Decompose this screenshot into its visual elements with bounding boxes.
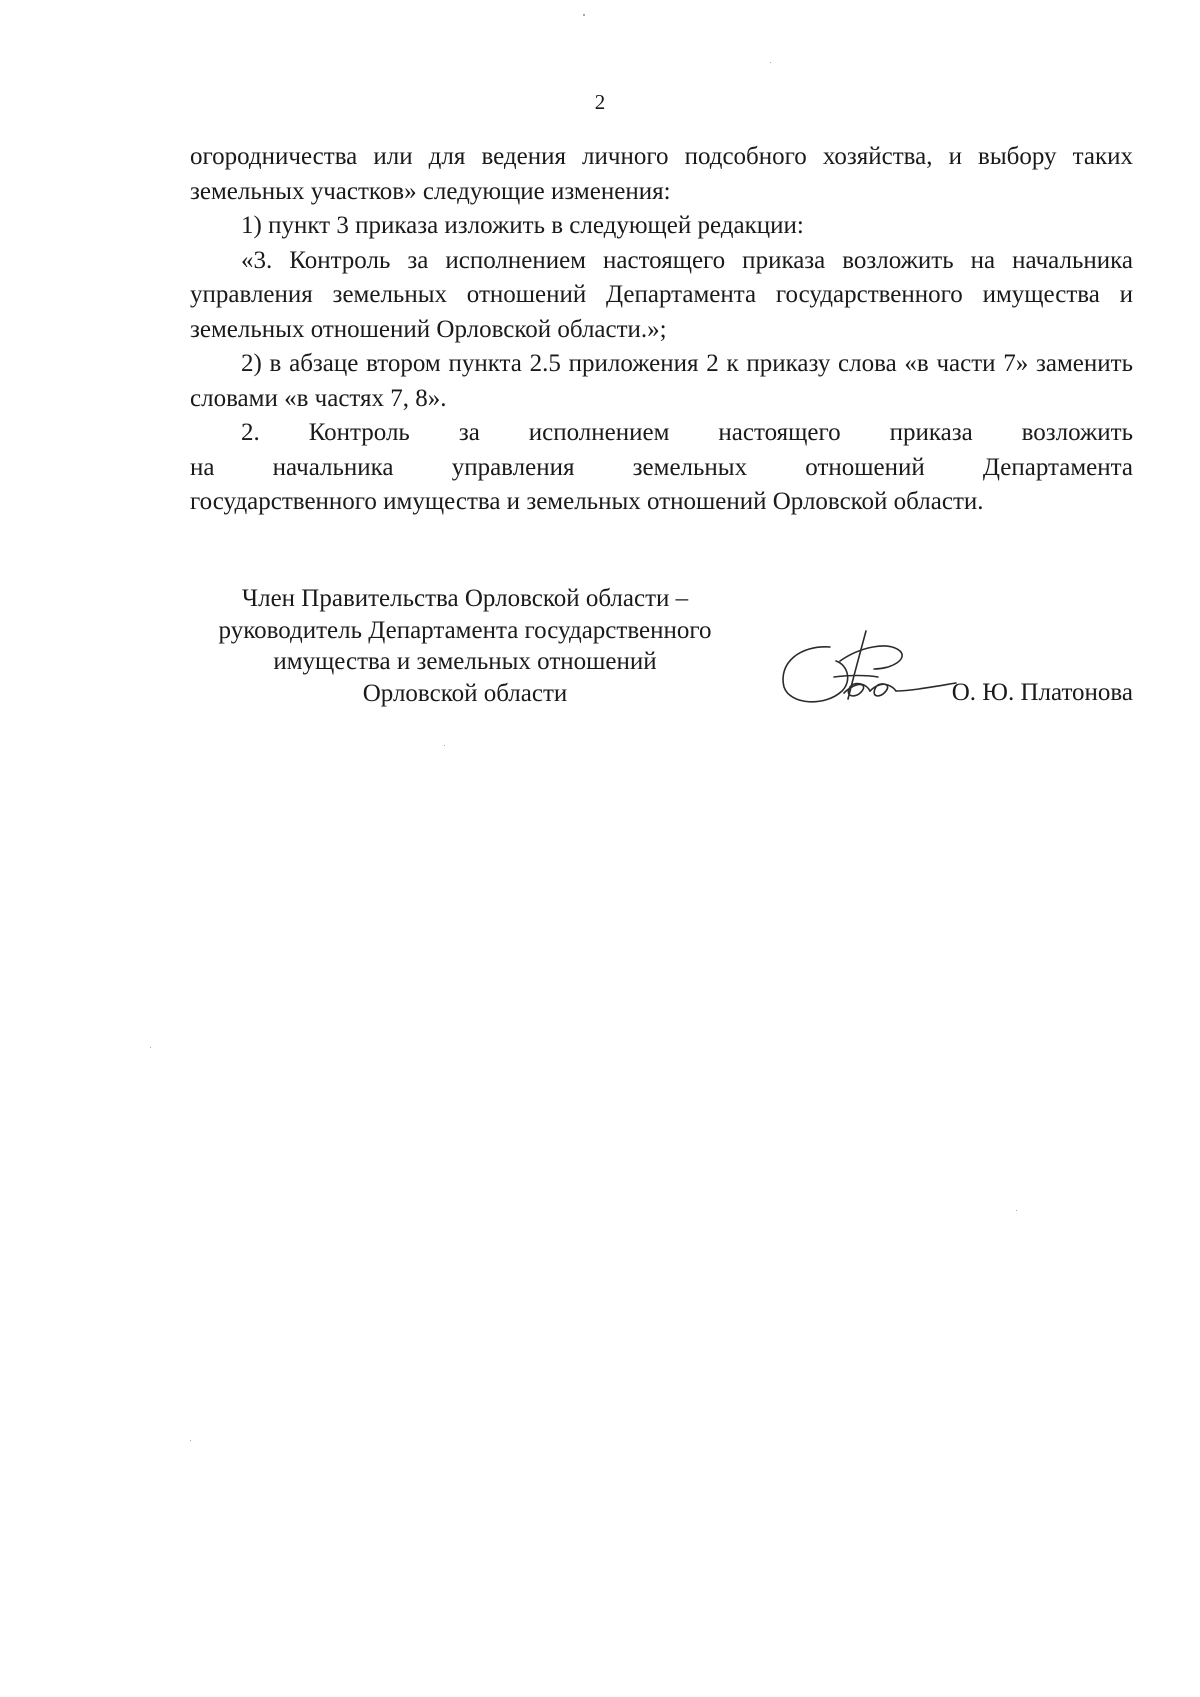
paragraph-continuation: огородничества или для ведения личного подсобного хозяйства, и выбору таких земельных участков» следующие изменения: [190,143,1133,205]
scan-speck [150,1047,151,1048]
scan-speck [770,62,771,63]
paragraph-point-2-line-3: государственного имущества и земельных отношений Орловской области. [190,488,984,515]
page-number: 2 [594,90,606,114]
paragraph-quoted-clause: «3. Контроль за исполнением настоящего приказа возложить на начальника управления земельных отношений Департамента государственного имущества и земельных отношений Орловской области.»; [190,246,1133,343]
scan-speck [1016,1210,1017,1211]
signer-position-line: руководитель Департамента государственного [218,616,712,644]
paragraph-item-1: 1) пункт 3 приказа изложить в следующей редакции: [241,212,804,239]
signer-position [190,583,740,709]
signer-position-line: имущества и земельных отношений [273,648,657,675]
paragraph-point-2-line-2: на начальника управления земельных отношений Департамента [190,453,1133,481]
scan-speck [583,14,585,16]
paragraph-item-2: 2) в абзаце втором пункта 2.5 приложения 2 к приказу слова «в части 7» заменить словами «в частях 7, 8». [190,350,1133,412]
scan-speck [444,745,445,746]
scan-speck [190,1440,191,1441]
signer-position-line: Член Правительства Орловской области – [241,585,689,612]
signer-name: О. Ю. Платонова [951,679,1133,706]
document-body [190,140,1133,520]
signer-position-line: Орловской области [362,679,568,707]
paragraph-point-2-line-1: 2. Контроль за исполнением настоящего приказа возложить [241,419,1133,446]
